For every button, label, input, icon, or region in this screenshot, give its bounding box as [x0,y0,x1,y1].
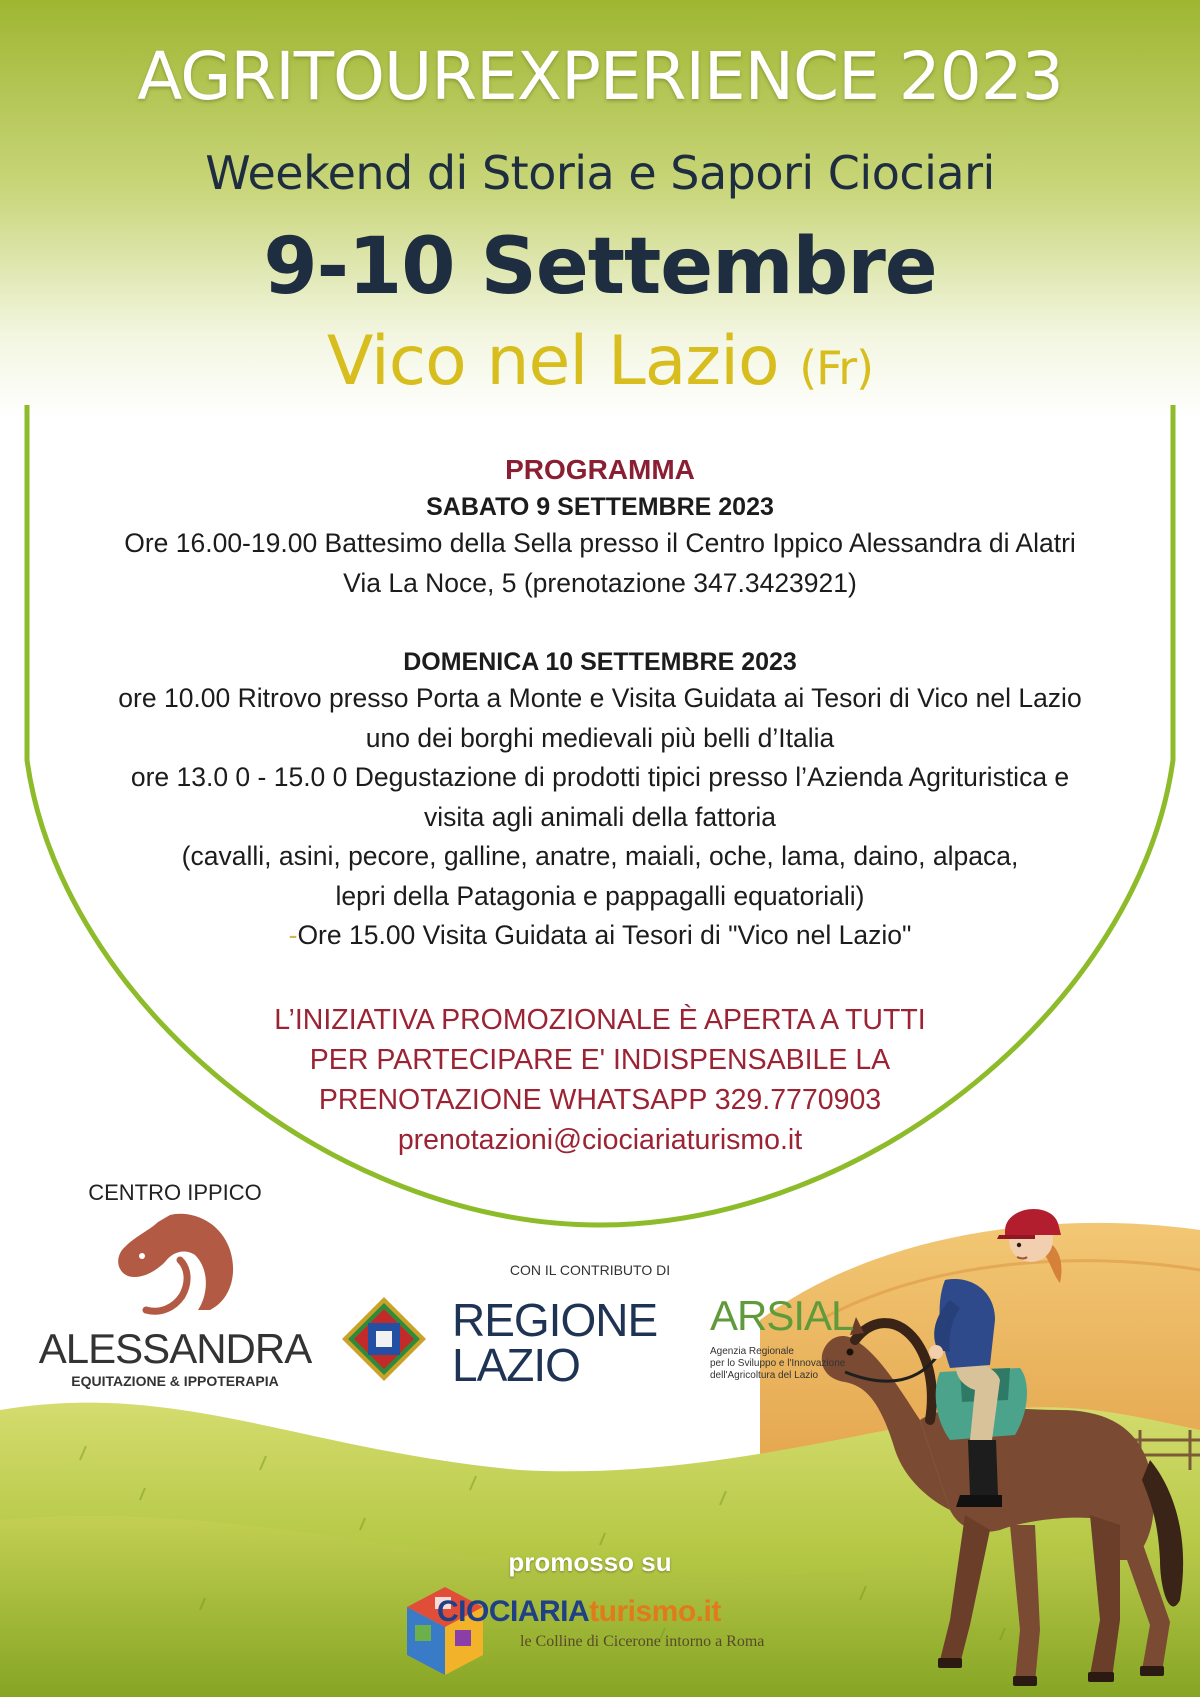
sunday-line: visita agli animali della fattoria [423,801,777,832]
sunday-line: ore 10.00 Ritrovo presso Porta a Monte e Visita Guidata ai Tesori di Vico nel Lazio [118,683,1082,713]
sunday-line: uno dei borghi medievali più belli d’Italia [365,722,835,753]
booking-email[interactable]: prenotazioni@ciociariaturismo.it [397,1124,803,1156]
centro-ippico-label: CENTRO IPPICO [88,1180,262,1205]
arsial-name: ARSIAL [710,1292,854,1339]
event-title: AGRITOUREXPERIENCE 2023 [137,38,1063,115]
cta-line: L’INIZIATIVA PROMOZIONALE È APERTA A TUTTI [274,1004,926,1036]
regione-lazio-line2: LAZIO [452,1339,580,1391]
event-dates: 9-10 Settembre [263,222,937,312]
programme-sunday [40,645,1160,956]
horse-rider-illustration [820,1260,1200,1697]
sunday-line: lepri della Patagonia e pappagalli equatoriali) [335,880,865,911]
sunday-line: ore 13.0 0 - 15.0 0 Degustazione di prodotti tipici presso l’Azienda Agrituristica e [130,762,1070,792]
centro-ippico-name: ALESSANDRA [38,1325,312,1372]
ciociaria-tagline: le Colline di Cicerone intorno a Roma [520,1633,765,1650]
saturday-title: SABATO 9 SETTEMBRE 2023 [426,493,774,521]
regione-lazio-line1: REGIONE [452,1294,658,1346]
arsial-line: per lo Sviluppo e l'Innovazione [710,1358,846,1369]
horse-head-icon [110,1210,250,1320]
turismo-word: turismo.it [589,1595,721,1628]
sunday-last-text: Ore 15.00 Visita Guidata ai Tesori di "Vico nel Lazio" [297,920,912,950]
booking-info [0,1000,1200,1160]
sunday-line: (cavalli, asini, pecore, galline, anatre, maiali, oche, lama, daino, alpaca, [181,841,1019,871]
ciociaria-word: CIOCIARIA [437,1595,590,1628]
dash-mark: - [288,920,298,950]
rider-head [995,1195,1075,1290]
sunday-title: DOMENICA 10 SETTEMBRE 2023 [403,648,797,676]
ciociaria-logo-text [437,1595,721,1629]
event-place [0,322,1200,401]
place-province: (Fr) [799,341,874,395]
centro-ippico-tagline: EQUITAZIONE & IPPOTERAPIA [71,1373,279,1389]
programme [40,450,1160,603]
promosso-label: promosso su [508,1547,672,1577]
saturday-line: Via La Noce, 5 (prenotazione 347.3423921) [343,567,857,598]
cta-line: PRENOTAZIONE WHATSAPP 329.7770903 [318,1084,882,1116]
cta-line: PER PARTECIPARE E' INDISPENSABILE LA [309,1044,891,1076]
arsial-line: dell'Agricoltura del Lazio [710,1370,819,1381]
event-subtitle: Weekend di Storia e Sapori Ciociari [205,146,995,200]
sunday-last-line [40,916,1160,956]
programme-heading: PROGRAMMA [505,454,695,485]
centro-ippico-logo [35,1140,315,1400]
saturday-line: Ore 16.00-19.00 Battesimo della Sella presso il Centro Ippico Alessandra di Alatri [124,528,1076,558]
regione-lazio-crest-icon [340,1295,428,1383]
arsial-line: Agenzia Regionale [710,1346,794,1357]
place-name: Vico nel Lazio [326,322,779,401]
contributo-label: CON IL CONTRIBUTO DI [509,1262,671,1278]
